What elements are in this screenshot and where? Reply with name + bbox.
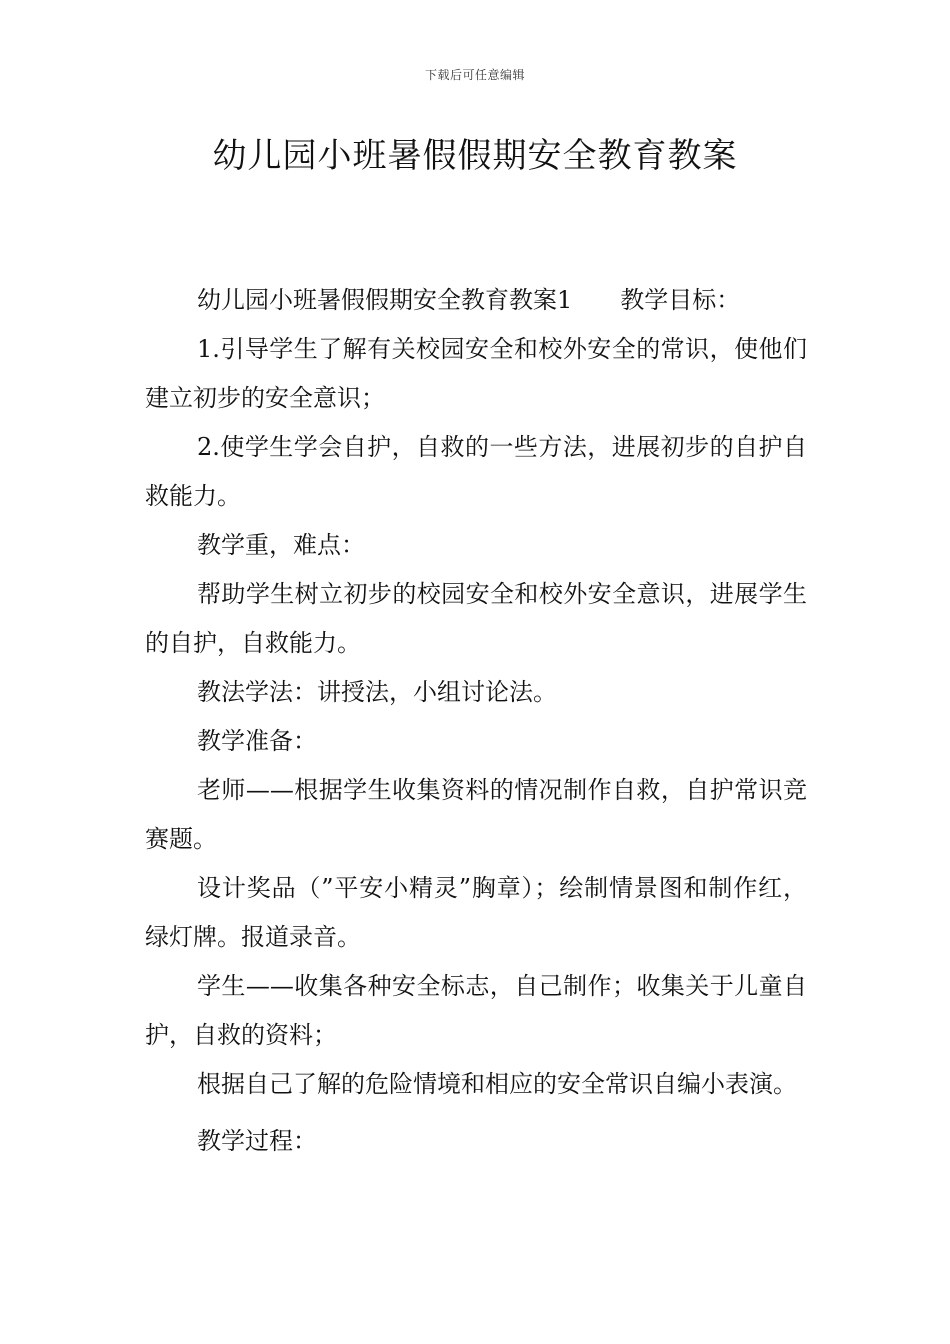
header-note: 下载后可任意编辑 — [424, 68, 525, 82]
document-title: 幼儿园小班暑假假期安全教育教案 — [212, 136, 738, 176]
paragraph-performance: 根据自己了解的危险情境和相应的安全常识自编小表演。 — [197, 1070, 797, 1098]
paragraph-key-points: 帮助学生树立初步的校园安全和校外安全意识，进展学生的自护，自救能力。 — [145, 580, 807, 657]
paragraph-key-points-heading: 教学重，难点： — [197, 531, 365, 559]
paragraph-preparation-heading: 教学准备： — [197, 727, 317, 755]
paragraph-goal-1: 1.引导学生了解有关校园安全和校外安全的常识，使他们建立初步的安全意识； — [145, 335, 807, 412]
paragraph-process-heading: 教学过程： — [197, 1127, 317, 1155]
paragraph-goal-2: 2.使学生学会自护，自救的一些方法，进展初步的自护自救能力。 — [145, 433, 807, 510]
paragraph-prizes: 设计奖品（”平安小精灵”胸章）；绘制情景图和制作红，绿灯牌。报道录音。 — [145, 874, 807, 951]
paragraph-student-prep: 学生——收集各种安全标志，自己制作；收集关于儿童自护，自救的资料； — [145, 972, 807, 1049]
document-body — [145, 276, 807, 1166]
paragraph-intro: 幼儿园小班暑假假期安全教育教案1 教学目标： — [197, 286, 741, 314]
paragraph-methods: 教法学法：讲授法，小组讨论法。 — [197, 678, 557, 706]
paragraph-teacher-prep: 老师——根据学生收集资料的情况制作自救，自护常识竞赛题。 — [145, 776, 807, 853]
